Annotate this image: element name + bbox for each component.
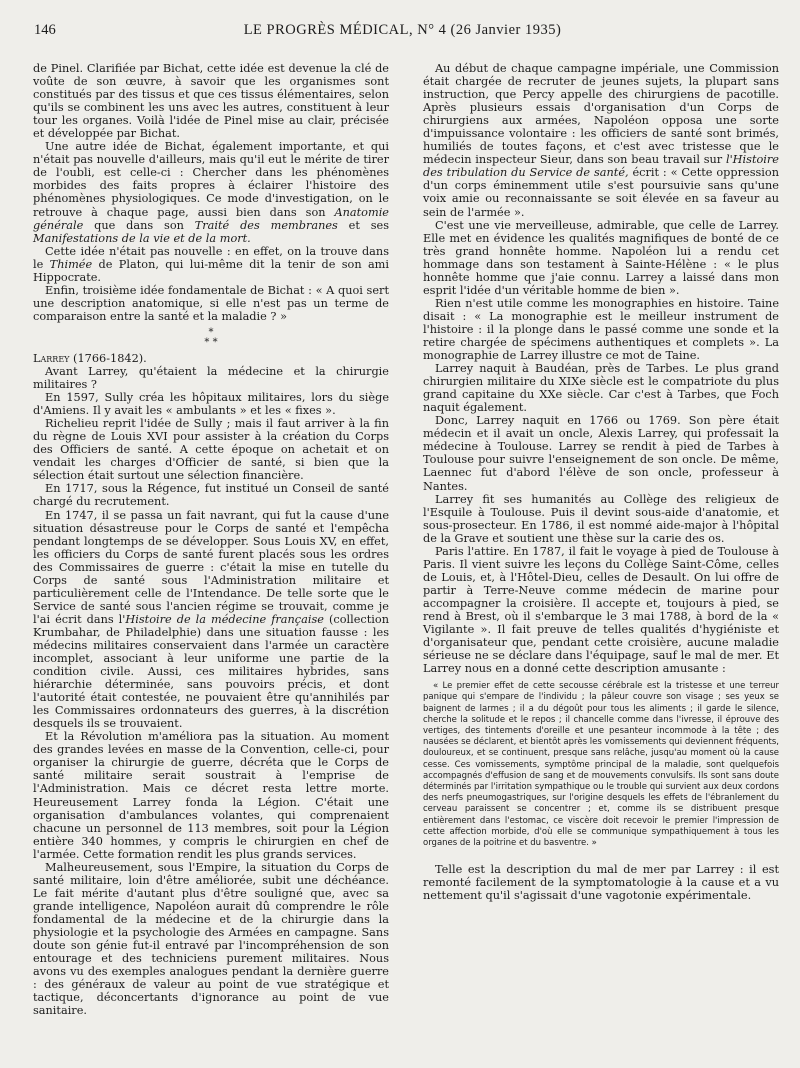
paragraph: En 1597, Sully créa les hôpitaux militaires, lors du siège d'Amiens. Il y avait les « ambulants » et les « fixes ». — [33, 391, 389, 418]
page-number: 146 — [34, 22, 56, 38]
paragraph: Telle est la description du mal de mer par Larrey : il est remonté facilement de la symptomatologie à la cause et a vu nettement qu'il s'agissait d'une vagotonie expérimentale. — [423, 863, 779, 903]
paragraph: Une autre idée de Bichat, également importante, et qui n'était pas nouvelle d'ailleurs, mais qu'il eut le mérite de tirer de l'oubli, est celle-ci : Chercher dans les phénomènes morbides des faits propres à éclairer l'histoire des phénomènes physiologiques. Ce mode d'investigation, on le retrouve à chaque page, aussi bien dans son Anatomie générale que dans son Traité des membranes et ses Manifestations de la vie et de la mort. — [33, 140, 389, 245]
book-title: Anatomie générale — [33, 205, 389, 232]
paragraph: Paris l'attire. En 1787, il fait le voyage à pied de Toulouse à Paris. Il vient suivre les leçons du Collège Saint-Côme, celles de Louis, et, à l'Hôtel-Dieu, celles de Desault. On lui offre de partir à Terre-Neuve comme médecin de marine pour accompagner la croisière. Il accepte et, toujours à pied, se rend à Brest, où il s'embarque le 3 mai 1788, à bord de la « Vigilante ». Il fait preuve de telles qualités d'hygiéniste et d'organisateur que, pendant cette croisière, aucune maladie sérieuse ne se déclare dans l'équipage, sauf le mal de mer. Et Larrey nous en a donné cette description amusante : — [423, 544, 779, 676]
paragraph: Cette idée n'était pas nouvelle : en effet, on la trouve dans le Thimée de Platon, qui lui-même dit la tenir de son ami Hippocrate. — [33, 244, 390, 284]
book-title: Traité des membranes — [194, 218, 338, 232]
paragraph: Larrey fit ses humanités au Collège des religieux de l'Esquile à Toulouse. Puis il devint sous-aide d'anatomie, et sous-prosecteur. En 1786, il est nommé aide-major à l'hôpital de la Grave et soutient une thèse sur la carie des os. — [423, 492, 779, 545]
page-header — [30, 22, 775, 44]
block-quote — [423, 681, 779, 849]
book-title: Manifestations de la vie et de la mort. — [33, 231, 251, 245]
paragraph: Rien n'est utile comme les monographies en histoire. Taine disait : « La monographie est le meilleur instrument de l'histoire : il la plonge dans le passé comme une sonde et la retire chargée de spécimens authentiques et complets ». La monographie de Larrey illustre ce mot de Taine. — [423, 296, 779, 363]
right-column — [423, 62, 779, 902]
paragraph: Larrey naquit à Baudéan, près de Tarbes. Le plus grand chirurgien militaire du XIXe siècle est le compatriote du plus grand capitaine du XXe siècle. Car c'est à Tarbes, que Foch naquit également. — [423, 362, 779, 415]
book-title: Histoire de la médecine française — [125, 612, 324, 626]
paragraph: En 1717, sous la Régence, fut institué un Conseil de santé chargé du recrutement. — [33, 482, 389, 509]
paragraph: Avant Larrey, qu'étaient la médecine et la chirurgie militaires ? — [33, 364, 389, 392]
paragraph: Au début de chaque campagne impériale, une Commission était chargée de recruter de jeunes sujets, la plupart sans instruction, que Percy appelle des chirurgiens de pacotille. Après plusieurs essais d'organisation d'un Corps de chirurgiens aux armées, Napoléon opposa une sorte d'impuissance volontaire : les officiers de santé sont brimés, humiliés de toutes façons, et c'est avec tristesse que le médecin inspecteur Sieur, dans son beau travail sur l'Histoire des tribulation du Service de santé, écrit : « Cette oppression d'un corps éminemment utile s'est poursuivie sans qu'une voix amie ou reconnaissante se soit élevée en sa faveur au sein de l'armée ». — [423, 62, 779, 219]
paragraph: C'est une vie merveilleuse, admirable, que celle de Larrey. Elle met en évidence les qualités magnifiques de bonté de ce très grand honnête homme. Napoléon lui a rendu cet hommage dans son testament à Sainte-Hélène : « le plus honnête homme que j'aie connu. Larrey a laissé dans mon esprit l'idée d'un véritable homme de bien ». — [423, 218, 779, 297]
paragraph: Richelieu reprit l'idée de Sully ; mais il faut arriver à la fin du règne de Louis XVI pour assister à la création du Corps des Officiers de santé. A cette époque on achetait et on vendait les charges d'Officier de santé, si bien que la sélection était surtout une sélection financière. — [33, 417, 389, 483]
book-title: l'Histoire des tribulation du Service de santé, — [423, 153, 779, 180]
paragraph: Enfin, troisième idée fondamentale de Bichat : « A quoi sert une description anatomique, si elle n'est pas un terme de comparaison entre la santé et la maladie ? » — [33, 283, 389, 323]
quote-text: « Le premier effet de cette secousse cérébrale est la tristesse et une terreur panique qui s'empare de l'individu ; la pâleur couvre son visage ; ses yeux se baignent de larmes ; il a du dégoût pour tous les aliments ; il garde le silence, cherche la solitude et le repos ; il chancelle comme dans l'ivresse, il éprouve des vertiges, des tintements d'oreille et une pesanteur incommode à la tête ; des nausées se déclarent, et bientôt après les vomissements qui deviennent fréquents, douloureux, et se continuent, presque sans relâche, jusqu'au moment où la cause cesse. Ces vomissements, symptôme principal de la maladie, sont quelquefois accompagnés d'effusion de sang et de mouvements convulsifs. Ils sont sans doute déterminés par l'irritation sympathique ou le trouble qui survient aux deux cordons des nerfs pneumogastriques, sur l'origine desquels les effets de l'ébranlement du cerveau paraissent se concentrer ; et, comme ils se distribuent presque entièrement dans l'estomac, ce viscère doit recevoir le premier l'impression de cette affection morbide, d'où elle se communique sympathiquement à tous les organes de la poitrine et du basventre. » — [423, 681, 779, 849]
paragraph: de Pinel. Clarifiée par Bichat, cette idée est devenue la clé de voûte de son œuvre, à savoir que les organismes sont constitués par des tissus et que ces tissus élémentaires, selon qu'ils se combinent les uns avec les autres, constituent à leur tour les organes. Voilà l'idée de Pinel mise au clair, précisée et développée par Bichat. — [33, 62, 389, 141]
left-column — [33, 62, 389, 1017]
larrey-name: Larrey — [33, 351, 70, 365]
paragraph: Donc, Larrey naquit en 1766 ou 1769. Son père était médecin et il avait un oncle, Alexis Larrey, qui professait la médecine à Toulouse. Larrey se rendit à pied de Tarbes à Toulouse pour suivre l'enseignement de son oncle. De même, Laennec fut d'abord l'élève de son oncle, professeur à Nantes. — [423, 414, 779, 493]
section-asterism: * * * — [204, 326, 218, 348]
running-title: LE PROGRÈS MÉDICAL, N° 4 (26 Janvier 1935) — [243, 22, 562, 38]
book-title: Thimée — [49, 257, 93, 271]
paragraph: Et la Révolution m'améliora pas la situation. Au moment des grandes levées en masse de la Convention, celle-ci, pour organiser la chirurgie de guerre, décréta que le Corps de santé militaire serait soustrait à l'emprise de l'Administration. Mais ce décret resta lettre morte. Heureusement Larrey fonda la Légion. C'était une organisation d'ambulances volantes, qui comprenaient chacune un personnel de 113 membres, soit pour la Légion entière 340 hommes, y compris le chirurgien en chef de l'armée. Cette formation rendit les plus grands services. — [33, 730, 389, 861]
section-heading: Larrey (1766-1842). — [33, 351, 147, 365]
paragraph: En 1747, il se passa un fait navrant, qui fut la cause d'une situation désastreuse pour le Corps de santé et l'empêcha pendant longtemps de se développer. Sous Louis XV, en effet, les officiers du Corps de santé furent placés sous les ordres des Commissaires de guerre : c'était la mise en tutelle du Corps de santé sous l'Administration militaire et particulièrement celle de l'Intendance. De telle sorte que le Service de santé sous l'ancien régime se trouvait, comme je l'ai écrit dans l'Histoire de la médecine française (collection Krumbahar, de Philadelphie) dans une situation fausse : les médecins militaires conservaient dans l'armée un caractère incomplet, associant à leur uniforme une partie de la condition civile. Aussi, ces militaires hybrides, sans hiérarchie déterminée, sans pouvoirs précis, et dont l'autorité était contestée, ne pouvaient être qu'annihilés par les Commissaires ordonnateurs des guerres, à la discrétion desquels ils se trouvaient. — [33, 508, 389, 731]
paragraph: Malheureusement, sous l'Empire, la situation du Corps de santé militaire, loin d'être améliorée, subit une déchéance. Le fait mérite d'autant plus d'être souligné que, avec sa grande intelligence, Napoléon aurait dû comprendre le rôle fondamental de la médecine et de la chirurgie dans la physiologie et la psychologie des Armées en campagne. Sans doute son génie fut-il entravé par l'incompréhension de son entourage et des techniciens purement militaires. Nous avons vu des exemples analogues pendant la dernière guerre : des généraux de valeur au point de vue stratégique et tactique, déconcertants d'ignorance au point de vue sanitaire. — [33, 860, 389, 1018]
